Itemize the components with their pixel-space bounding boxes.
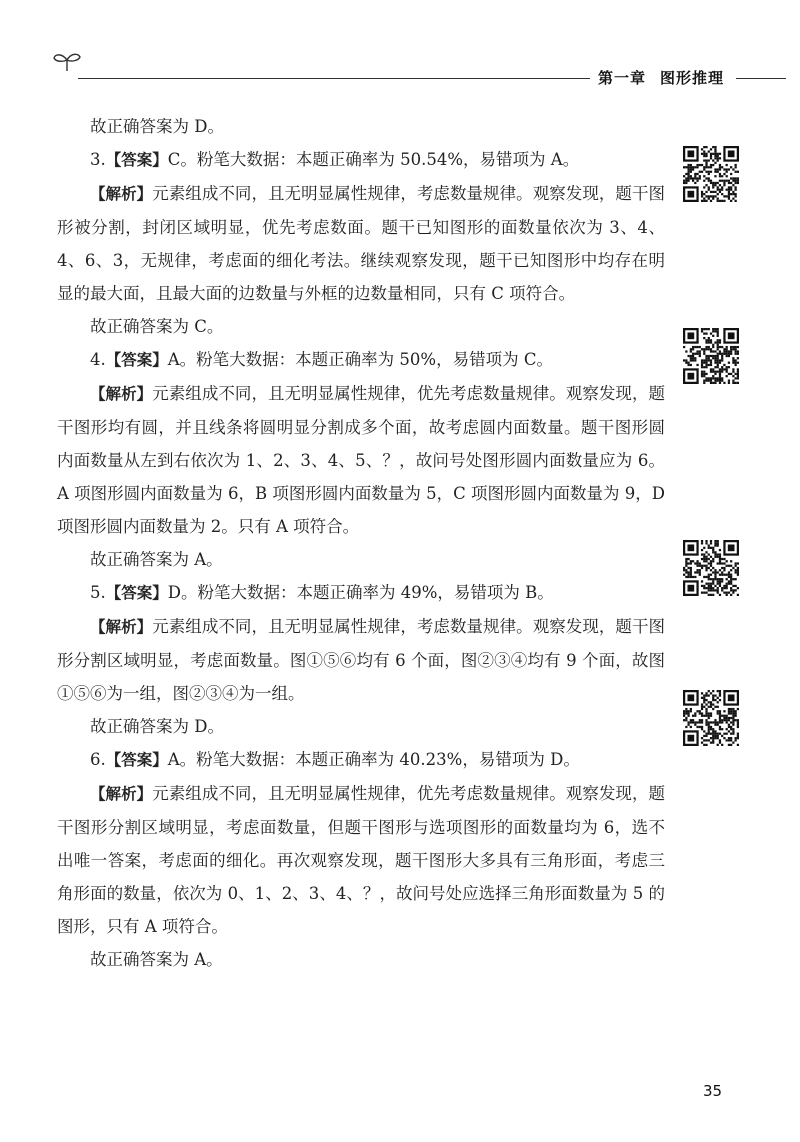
qr-code-icon[interactable] [683,690,739,746]
analysis-label: 【解析】 [90,785,153,803]
analysis-paragraph-6 [57,777,665,943]
answer-number: 4. [90,350,106,369]
analysis-text: 元素组成不同，且无明显属性规律，考虑数量规律。观察发现，题干图形分割区域明显，考虑面数量。图①⑤⑥均有 6 个面，图②③④均有 9 个面，故图①⑤⑥为一组，图②③④为一组。 [57,617,665,703]
conclusion-line: 故正确答案为 A。 [90,950,223,969]
analysis-text: 元素组成不同，且无明显属性规律，优先考虑数量规律。观察发现，题干图形分割区域明显，考虑面数量，但题干图形与选项图形的面数量均为 6，选不出唯一答案，考虑面的细化。再次观察发现，题干图形大多具有三角形面，考虑三角形面的数量，依次为 0、1、2、3、4、？，故问号处应选择三角形面数量为 5 的图形，只有 A 项符合。 [57,784,665,936]
header-rule [78,78,590,79]
answer-line-5 [57,576,665,610]
answer-label: 【答案】 [105,151,168,169]
analysis-text: 元素组成不同，且无明显属性规律，优先考虑数量规律。观察发现，题干图形均有圆，并且线条将圆明显分割成多个面，故考虑圆内面数量。题干图形圆内面数量从左到右依次为 1、2、3、4、5、？，故问号处图形圆内面数量应为 6。A 项图形圆内面数量为 6，B 项图形圆内面数量为 5，C 项图形圆内面数量为 9，D 项图形圆内面数量为 2。只有 A 项符合。 [57,384,665,536]
sprout-icon [52,50,82,72]
answer-text: D。粉笔大数据：本题正确率为 49%，易错项为 B。 [167,583,554,602]
answer-text: C。粉笔大数据：本题正确率为 50.54%，易错项为 A。 [167,150,580,169]
analysis-text: 元素组成不同，且无明显属性规律，考虑数量规律。观察发现，题干图形被分割，封闭区域明显，优先考虑数面。题干已知图形的面数量依次为 3、4、4、6、3，无规律，考虑面的细化考法。继续观察发现，题干已知图形中均存在明显的最大面，且最大面的边数量与外框的边数量相同，只有 C 项符合。 [57,184,665,303]
qr-code-icon[interactable] [683,328,739,384]
answer-number: 5. [90,583,106,602]
header-rule-right [736,78,786,79]
qr-code-icon[interactable] [683,146,739,202]
chapter-title: 图形推理 [660,69,725,87]
chapter-heading [598,67,724,88]
answer-label: 【答案】 [105,751,168,769]
answer-number: 6. [90,750,106,769]
answer-text: A。粉笔大数据：本题正确率为 50%，易错项为 C。 [167,350,553,369]
conclusion-line: 故正确答案为 C。 [90,317,224,336]
analysis-paragraph-5 [57,610,665,710]
conclusion-line: 故正确答案为 D。 [90,717,224,736]
answer-line-6 [57,743,665,777]
answer-line-4 [57,343,665,377]
answer-line-3 [57,143,665,177]
qr-code-icon[interactable] [683,540,739,596]
conclusion-line: 故正确答案为 D。 [90,117,224,136]
page-header [0,0,800,100]
answer-number: 3. [90,150,106,169]
analysis-label: 【解析】 [90,618,153,636]
chapter-number: 第一章 [598,69,647,87]
answer-text: A。粉笔大数据：本题正确率为 40.23%，易错项为 D。 [167,750,580,769]
analysis-paragraph-3 [57,177,665,310]
conclusion-line: 故正确答案为 A。 [90,550,223,569]
answer-label: 【答案】 [105,584,168,602]
analysis-paragraph-4 [57,377,665,543]
analysis-label: 【解析】 [90,385,153,403]
analysis-label: 【解析】 [90,185,153,203]
page-number: 35 [703,1082,723,1100]
page-body [57,110,665,976]
answer-label: 【答案】 [105,351,168,369]
